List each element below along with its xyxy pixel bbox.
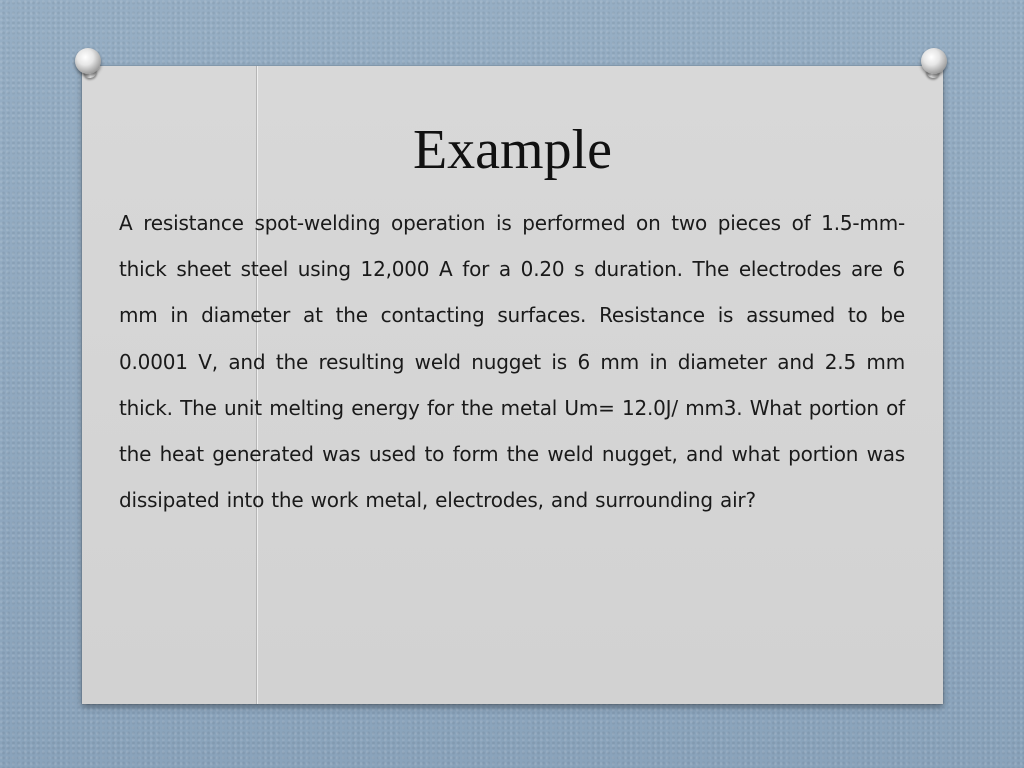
left-pushpin-icon <box>72 46 106 80</box>
slide-body-text: A resistance spot-welding operation is performed on two pieces of 1.5-mm-thick sheet steel using 12,000 A for a 0.20 s duration. The electrodes are 6 mm in diameter at the contacting surfaces. Resistance is assumed to be 0.0001 V, and the resulting weld nugget is 6 mm in diameter and 2.5 mm thick. The unit melting energy for the metal Um= 12.0J/ mm3. What portion of the heat generated was used to form the weld nugget, and what portion was dissipated into the work metal, electrodes, and surrounding air? <box>119 211 905 513</box>
slide-title: Example <box>412 119 613 181</box>
right-pushpin-icon <box>918 46 952 80</box>
